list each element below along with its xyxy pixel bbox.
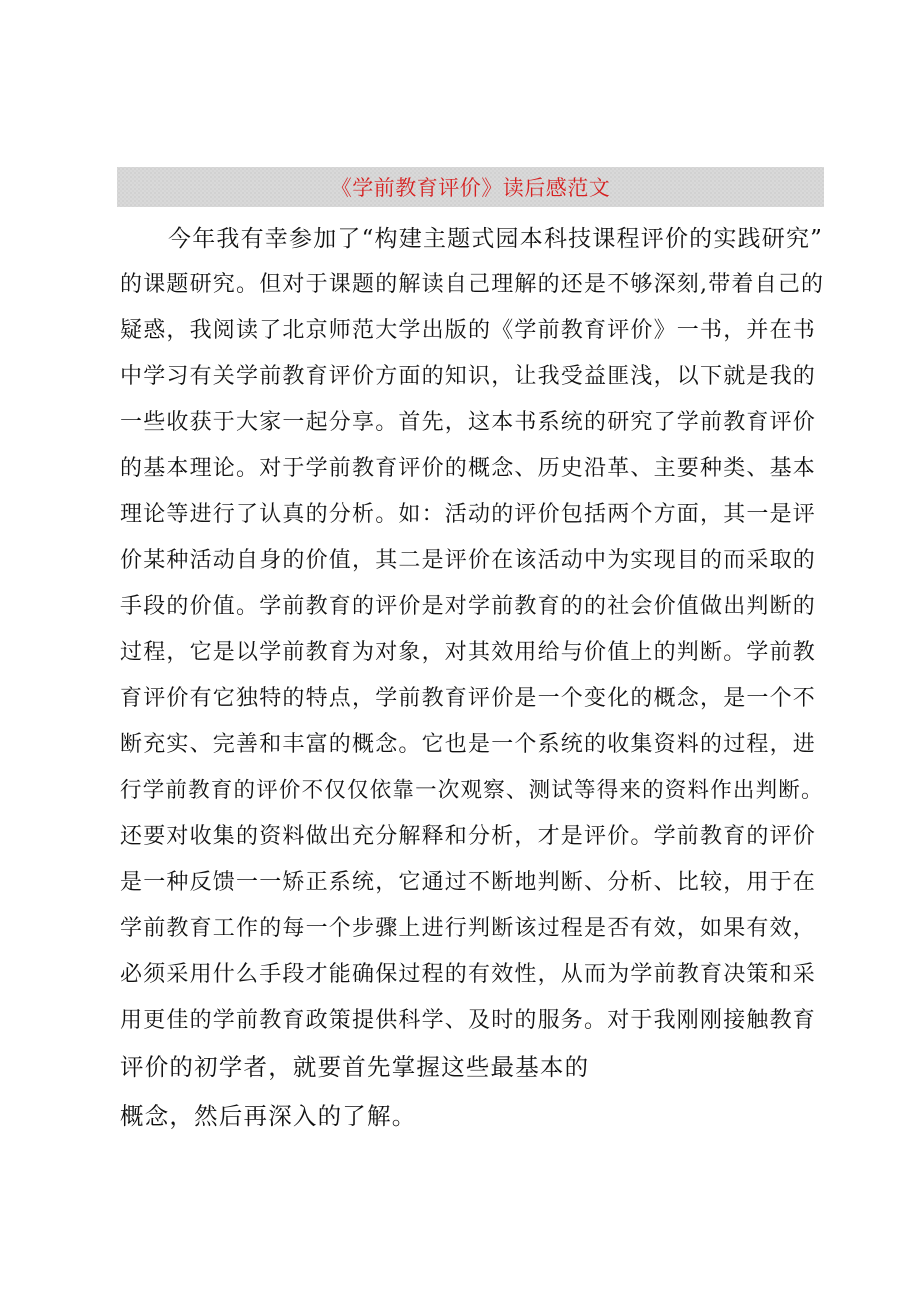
paragraph-line: 学前教育工作的每一个步骤上进行判断该过程是否有效，如果有效， — [120, 916, 817, 941]
paragraph-line: 是一种反馈一一矫正系统，它通过不断地判断、分析、比较，用于在 — [120, 870, 817, 895]
paragraph-line: 用更佳的学前教育政策提供科学、及时的服务。对于我刚刚接触教育 — [120, 1008, 817, 1033]
body-text — [120, 216, 830, 1142]
paragraph-line: 手段的价值。学前教育的评价是对学前教育的的社会价值做出判断的 — [120, 594, 817, 619]
title-banner — [117, 167, 824, 207]
paragraph-line: 理论等进行了认真的分析。如：活动的评价包括两个方面，其一是评 — [120, 502, 817, 527]
paragraph-line: 的课题研究。但对于课题的解读自己理解的还是不够深刻,带着自己的 — [120, 272, 825, 297]
paragraph-line: 今年我有幸参加了“构建主题式园本科技课程评价的实践研究” — [168, 226, 824, 252]
paragraph-line: 价某种活动自身的价值，其二是评价在该活动中为实现目的而采取的 — [120, 548, 817, 573]
paragraph-line: 还要对收集的资料做出充分解释和分析，才是评价。学前教育的评价 — [120, 824, 817, 849]
paragraph-line: 概念，然后再深入的了解。 — [120, 1102, 417, 1130]
paragraph-line: 疑惑，我阅读了北京师范大学出版的《学前教育评价》一书，并在书 — [120, 318, 817, 343]
document-title: 《学前教育评价》读后感范文 — [330, 176, 611, 200]
paragraph-line: 中学习有关学前教育评价方面的知识，让我受益匪浅，以下就是我的 — [120, 364, 817, 389]
paragraph-line: 的基本理论。对于学前教育评价的概念、历史沿革、主要种类、基本 — [120, 456, 817, 481]
paragraph-line: 断充实、完善和丰富的概念。它也是一个系统的收集资料的过程，进 — [120, 732, 817, 757]
paragraph-line: 评价的初学者，就要首先掌握这些最基本的 — [120, 1053, 590, 1081]
paragraph-line: 必须采用什么手段才能确保过程的有效性，从而为学前教育决策和采 — [120, 962, 817, 987]
paragraph-line: 过程，它是以学前教育为对象，对其效用给与价值上的判断。学前教 — [120, 640, 817, 665]
paragraph-line: 育评价有它独特的特点，学前教育评价是一个变化的概念，是一个不 — [120, 686, 817, 711]
paragraph-line: 行学前教育的评价不仅仅依靠一次观察、测试等得来的资料作出判断。 — [120, 778, 824, 803]
paragraph-line: 一些收获于大家一起分享。首先，这本书系统的研究了学前教育评价 — [120, 410, 817, 435]
